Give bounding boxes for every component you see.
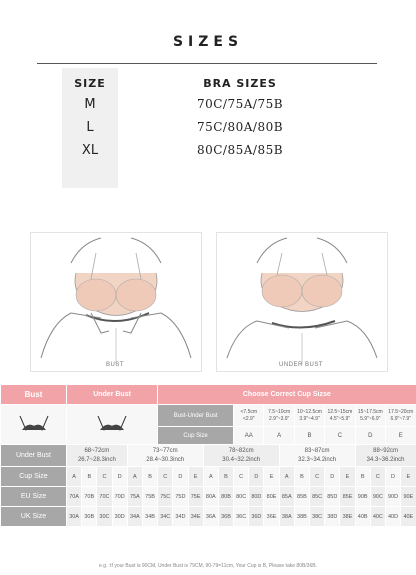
bra-icon bbox=[92, 412, 132, 436]
uk-size-row-cell: 40D bbox=[385, 507, 400, 527]
size-header: SIZE bbox=[74, 77, 106, 90]
diff-range-inch: 4.5"~5.9" bbox=[329, 415, 351, 422]
under-bust-cm: 88~92cm bbox=[373, 447, 398, 454]
cup-size-row-cell: B bbox=[355, 467, 370, 487]
cup-size-row-cell: E bbox=[264, 467, 279, 487]
under-bust-measure-illustration bbox=[216, 232, 388, 372]
eu-size-row-cell: 90B bbox=[355, 487, 370, 507]
under-bust-inch: 28.4~30.3inch bbox=[146, 456, 185, 463]
under-bust-range-cell bbox=[67, 445, 128, 467]
size-row-m: M bbox=[84, 97, 96, 112]
under-bust-inch: 30.4~32.2inch bbox=[222, 456, 261, 463]
diff-range-cm: <7.5cm bbox=[240, 408, 258, 415]
uk-size-row-cell: 30A bbox=[67, 507, 82, 527]
cup-letter-cell: D bbox=[355, 427, 385, 445]
uk-size-row-cell: 36B bbox=[218, 507, 233, 527]
cup-size-row-cell: C bbox=[234, 467, 249, 487]
uk-size-row-cell: 34A bbox=[127, 507, 142, 527]
bust-caption: BUST bbox=[105, 362, 124, 368]
eu-size-row-cell: 90D bbox=[385, 487, 400, 507]
under-bust-figure-icon bbox=[217, 233, 387, 371]
uk-size-row-cell: 38D bbox=[325, 507, 340, 527]
cup-size-row-cell: B bbox=[294, 467, 309, 487]
cup-size-row-cell: B bbox=[82, 467, 97, 487]
eu-size-row-cell: 85B bbox=[294, 487, 309, 507]
cup-letter-cell: AA bbox=[234, 427, 264, 445]
cup-size-row-cell: C bbox=[370, 467, 385, 487]
cup-size-row-cell: E bbox=[340, 467, 355, 487]
cup-size-row-cell: D bbox=[325, 467, 340, 487]
uk-size-row-cell: 36A bbox=[203, 507, 218, 527]
diff-range-cell bbox=[294, 405, 324, 427]
eu-size-row-cell: 85C bbox=[310, 487, 325, 507]
eu-size-row-cell: 75C bbox=[158, 487, 173, 507]
diff-range-cm: 17.5~20cm bbox=[388, 408, 414, 415]
cup-size-row-cell: E bbox=[401, 467, 416, 487]
cup-size-row-cell: C bbox=[310, 467, 325, 487]
size-row-xl: XL bbox=[81, 143, 99, 158]
cup-size-row-cell: B bbox=[218, 467, 233, 487]
under-bust-inch: 34.3~36.2inch bbox=[366, 456, 405, 463]
eu-size-row-cell: 75D bbox=[173, 487, 188, 507]
cup-size-row-label: Cup Size bbox=[1, 467, 67, 487]
diff-range-cell bbox=[325, 405, 355, 427]
cup-size-row-cell: A bbox=[279, 467, 294, 487]
under-bust-cm: 78~82cm bbox=[228, 447, 254, 454]
bust-minus-under-bust-label: Bust-Under Bust bbox=[158, 405, 234, 427]
diff-range-cell bbox=[385, 405, 416, 427]
diff-range-cell bbox=[234, 405, 264, 427]
diff-range-inch: <2.9" bbox=[242, 415, 255, 422]
page-title: SIZES bbox=[172, 34, 244, 50]
choose-cup-header: Choose Correct Cup Sizse bbox=[158, 385, 416, 405]
cup-size-row-cell: C bbox=[158, 467, 173, 487]
uk-size-row-cell: 38A bbox=[279, 507, 294, 527]
eu-size-row-cell: 70C bbox=[97, 487, 112, 507]
bra-image-cell-2 bbox=[67, 405, 158, 445]
cup-size-row-cell: A bbox=[127, 467, 142, 487]
eu-size-row-cell: 80B bbox=[218, 487, 233, 507]
under-bust-cm: 68~72cm bbox=[84, 447, 110, 454]
cup-size-row-cell: C bbox=[97, 467, 112, 487]
uk-size-row-cell: 30D bbox=[112, 507, 127, 527]
eu-size-row-cell: 75A bbox=[127, 487, 142, 507]
under-bust-cm: 73~77cm bbox=[152, 447, 178, 454]
uk-size-row-cell: 38C bbox=[310, 507, 325, 527]
eu-size-row-cell: 70D bbox=[112, 487, 127, 507]
cup-letter-cell: A bbox=[264, 427, 294, 445]
under-bust-inch: 32.3~34.2inch bbox=[298, 456, 337, 463]
eu-size-row-cell: 80C bbox=[234, 487, 249, 507]
under-bust-range-cell bbox=[127, 445, 203, 467]
under-bust-header: Under Bust bbox=[67, 385, 158, 405]
title-divider bbox=[37, 63, 377, 64]
cup-size-chart bbox=[0, 384, 416, 527]
under-bust-caption: UNDER BUST bbox=[278, 362, 323, 368]
cup-size-label: Cup Size bbox=[158, 427, 234, 445]
under-bust-cm: 83~87cm bbox=[304, 447, 330, 454]
eu-size-row-cell: 75E bbox=[188, 487, 203, 507]
eu-size-row-cell: 70A bbox=[67, 487, 82, 507]
cup-letter-cell: B bbox=[294, 427, 324, 445]
uk-size-row-cell: 36E bbox=[264, 507, 279, 527]
diff-range-inch: 6.9"~7.9" bbox=[390, 415, 411, 422]
under-bust-inch: 26.7~28.3inch bbox=[77, 456, 116, 463]
uk-size-row-cell: 40B bbox=[355, 507, 370, 527]
uk-size-row-cell: 38B bbox=[294, 507, 309, 527]
eu-size-row-cell: 90C bbox=[370, 487, 385, 507]
bra-image-cell bbox=[1, 405, 67, 445]
cup-size-row-cell: D bbox=[249, 467, 264, 487]
eu-size-row-cell: 80A bbox=[203, 487, 218, 507]
uk-size-row-cell: 38E bbox=[340, 507, 355, 527]
cup-size-row-cell: A bbox=[67, 467, 82, 487]
cup-size-row-cell: D bbox=[173, 467, 188, 487]
bust-header: Bust bbox=[1, 385, 67, 405]
size-row-l: L bbox=[86, 120, 94, 135]
under-bust-range-cell bbox=[355, 445, 416, 467]
diff-range-cm: 12.5~15cm bbox=[327, 408, 353, 415]
cup-size-row-cell: D bbox=[112, 467, 127, 487]
cup-size-row-cell: E bbox=[188, 467, 203, 487]
eu-size-row-cell: 75B bbox=[142, 487, 157, 507]
bra-row-m: 70C/75A/75B bbox=[196, 97, 284, 111]
uk-size-row-cell: 30B bbox=[82, 507, 97, 527]
cup-letter-cell: C bbox=[325, 427, 355, 445]
bra-sizes-header: BRA SIZES bbox=[203, 77, 277, 90]
uk-size-row-label: UK Size bbox=[1, 507, 67, 527]
diff-range-cm: 15~17.5cm bbox=[357, 408, 383, 415]
eu-size-row-cell: 85D bbox=[325, 487, 340, 507]
eu-size-row-cell: 90E bbox=[401, 487, 416, 507]
bra-icon bbox=[14, 412, 54, 436]
uk-size-row-cell: 34D bbox=[173, 507, 188, 527]
diff-range-cell bbox=[355, 405, 385, 427]
uk-size-row-cell: 40E bbox=[401, 507, 416, 527]
eu-size-row-cell: 80E bbox=[264, 487, 279, 507]
eu-size-row-cell: 70B bbox=[82, 487, 97, 507]
cup-letter-cell: E bbox=[385, 427, 416, 445]
under-bust-range-cell bbox=[279, 445, 355, 467]
uk-size-row-cell: 34E bbox=[188, 507, 203, 527]
cup-size-row-cell: A bbox=[203, 467, 218, 487]
diff-range-cell bbox=[264, 405, 294, 427]
under-bust-range-cell bbox=[203, 445, 279, 467]
bra-row-xl: 80C/85A/85B bbox=[196, 143, 284, 157]
eu-size-row-cell: 85A bbox=[279, 487, 294, 507]
eu-size-row-label: EU Size bbox=[1, 487, 67, 507]
uk-size-row-cell: 30C bbox=[97, 507, 112, 527]
example-note: e.g. :If your Bust is 90CM, Under Bust is 79CM, 90-79=11cm, Your Cup is B, Please take 80B/36B. bbox=[99, 563, 317, 569]
uk-size-row-cell: 34B bbox=[142, 507, 157, 527]
cup-size-row-cell: B bbox=[142, 467, 157, 487]
diff-range-inch: 2.9"~3.9" bbox=[268, 415, 290, 422]
under-bust-row-label: Under Bust bbox=[1, 445, 67, 467]
diff-range-inch: 5.9"~6.9" bbox=[360, 415, 381, 422]
diff-range-cm: 10~12.5cm bbox=[297, 408, 322, 415]
uk-size-row-cell: 34C bbox=[158, 507, 173, 527]
uk-size-row-cell: 40C bbox=[370, 507, 385, 527]
bust-measure-illustration bbox=[30, 232, 202, 372]
cup-size-row-cell: D bbox=[385, 467, 400, 487]
bra-row-l: 75C/80A/80B bbox=[196, 120, 284, 134]
uk-size-row-cell: 36C bbox=[234, 507, 249, 527]
eu-size-row-cell: 85E bbox=[340, 487, 355, 507]
diff-range-cm: 7.5~10cm bbox=[268, 408, 291, 415]
eu-size-row-cell: 80D bbox=[249, 487, 264, 507]
bust-figure-icon bbox=[31, 233, 201, 371]
uk-size-row-cell: 36D bbox=[249, 507, 264, 527]
diff-range-inch: 3.9"~4.9" bbox=[299, 415, 320, 422]
